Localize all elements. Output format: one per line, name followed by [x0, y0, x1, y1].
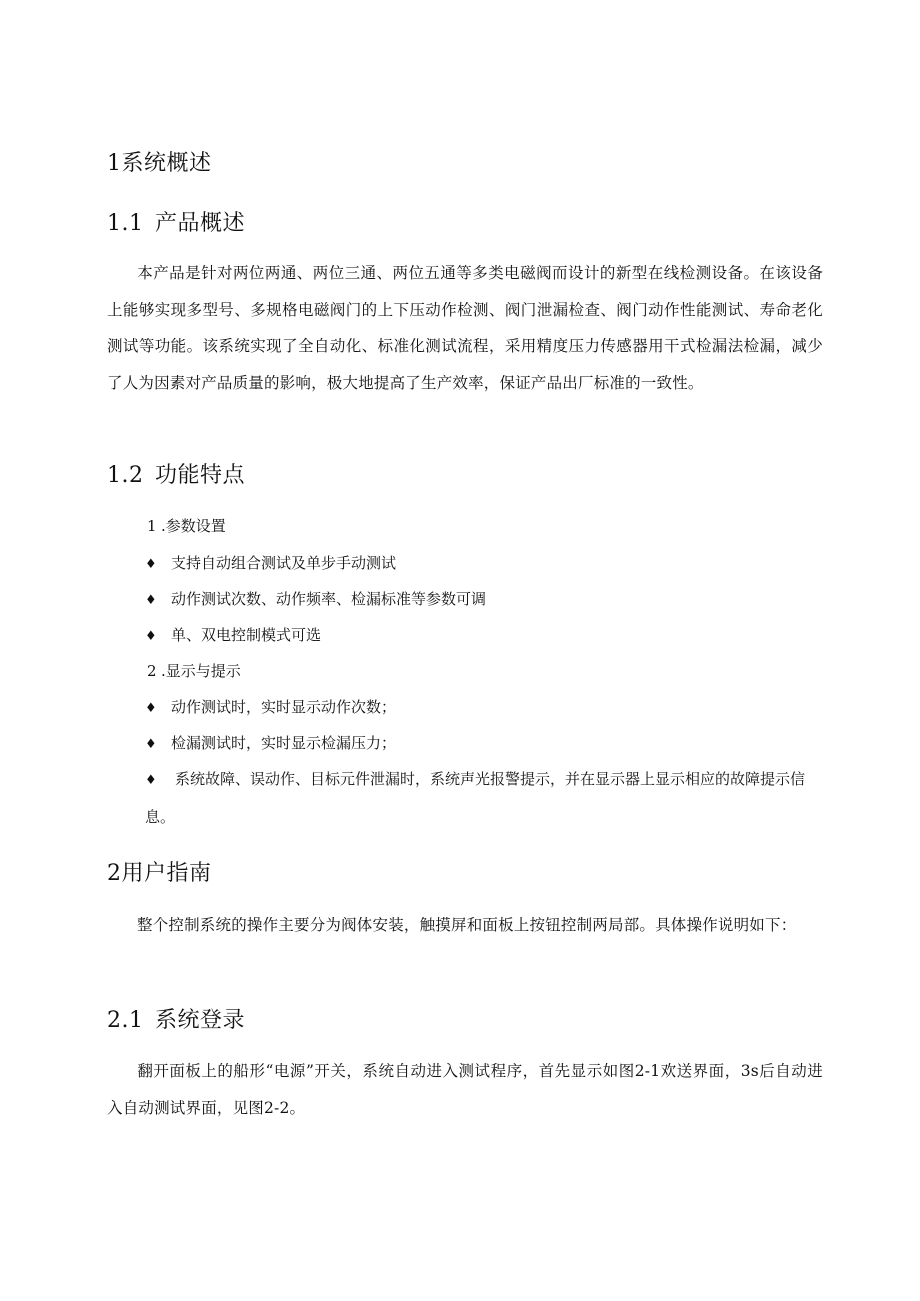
heading-system-overview: 1系统概述 [107, 151, 212, 176]
heading-product-overview [107, 209, 245, 239]
heading-features [107, 461, 245, 491]
list-item: ♦ 检漏测试时，实时显示检漏压力； [145, 731, 396, 757]
list-group-display-prompts: 2 .显示与提示 [147, 662, 241, 680]
section-title: 系统登录 [155, 1008, 246, 1033]
list-item: ♦ 动作测试时，实时显示动作次数； [145, 695, 396, 721]
list-item: ♦ 动作测试次数、动作频率、检漏标准等参数可调 [145, 587, 486, 613]
section-number: 2.1 [107, 1008, 144, 1033]
list-group-parameter-settings: 1 .参数设置 [147, 517, 226, 535]
user-guide-paragraph: 整个控制系统的操作主要分为阀体安装，触摸屏和面板上按钮控制两局部。具体操作说明如下： [137, 916, 797, 934]
section-title: 产品概述 [155, 211, 246, 236]
list-item: ♦ 支持自动组合测试及单步手动测试 [145, 551, 396, 577]
section-title: 功能特点 [155, 463, 246, 488]
section-number: 1.1 [107, 211, 144, 236]
heading-system-login [107, 1006, 245, 1036]
diamond-bullet-icon: ♦ [145, 773, 157, 788]
diamond-bullet-icon: ♦ [145, 557, 157, 572]
diamond-bullet-icon: ♦ [145, 737, 157, 752]
list-item: ♦ 系统故障、误动作、目标元件泄漏时，系统声光报警提示，并在显示器上显示相应的故障提示信息。 [145, 761, 830, 835]
heading-user-guide: 2用户指南 [107, 861, 212, 886]
diamond-bullet-icon: ♦ [145, 629, 157, 644]
system-login-paragraph: 翻开面板上的船形“电源”开关，系统自动进入测试程序，首先显示如图2-1欢送界面，3s后自动进入自动测试界面，见图2-2。 [107, 1062, 823, 1117]
diamond-bullet-icon: ♦ [145, 593, 157, 608]
product-overview-paragraph: 本产品是针对两位两通、两位三通、两位五通等多类电磁阀而设计的新型在线检测设备。在该设备上能够实现多型号、多规格电磁阀门的上下压动作检测、阀门泄漏检查、阀门动作性能测试、寿命老化测试等功能。该系统实现了全自动化、标准化测试流程，采用精度压力传感器用干式检漏法检漏，减少了人为因素对产品质量的影响，极大地提高了生产效率，保证产品出厂标准的一致性。 [107, 264, 823, 392]
section-number: 1.2 [107, 463, 144, 488]
diamond-bullet-icon: ♦ [145, 701, 157, 716]
list-item: ♦ 单、双电控制模式可选 [145, 623, 321, 649]
